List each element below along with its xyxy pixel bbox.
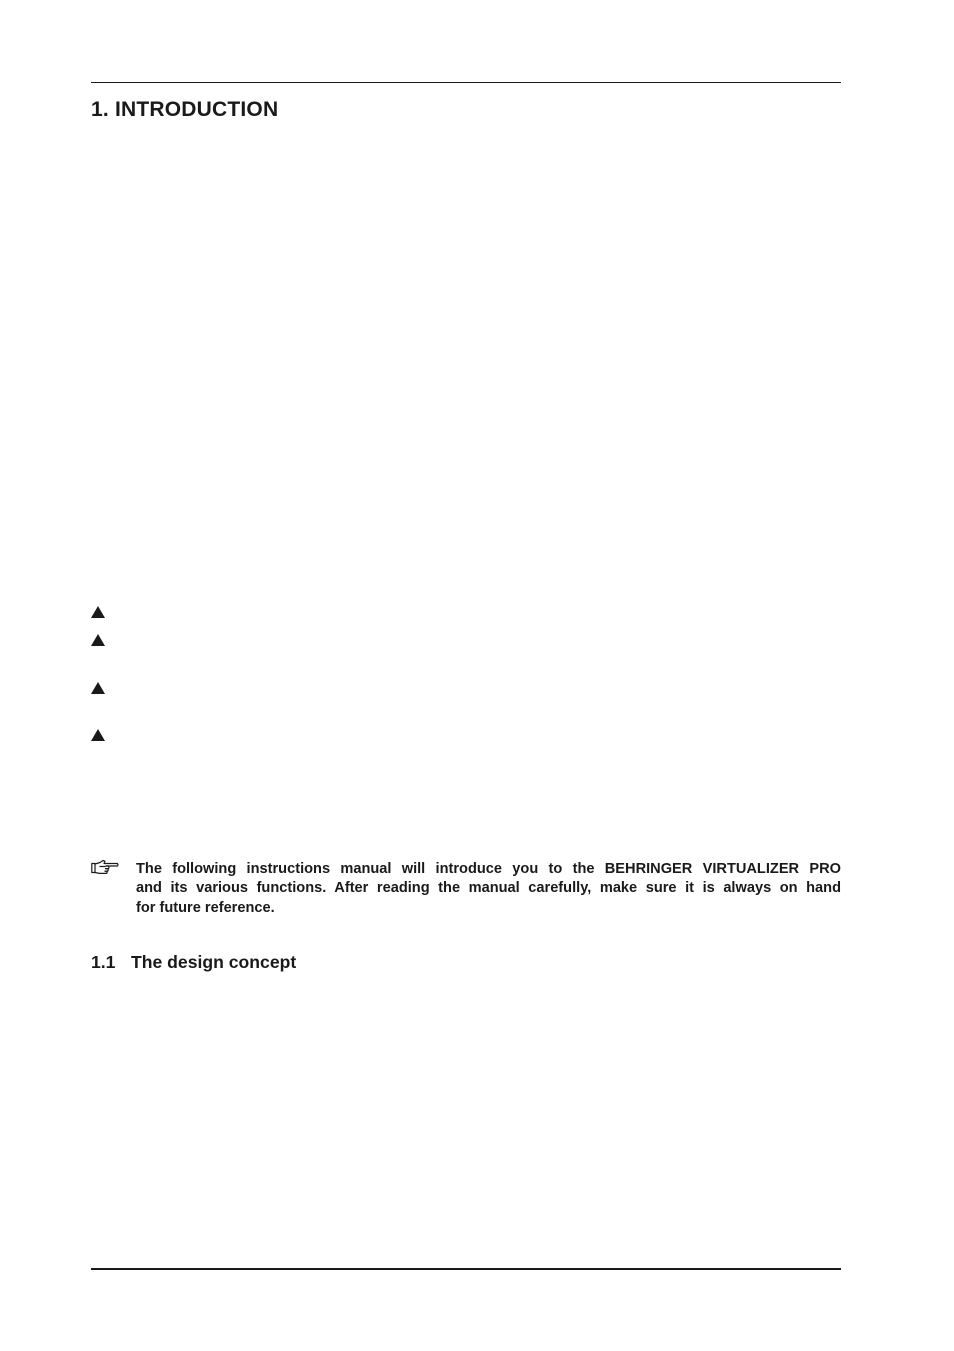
triangle-bullet-icon — [91, 634, 105, 646]
note-line: and its various functions. After reading the manual carefully, make sure it is always on hand — [136, 880, 841, 897]
header-rule — [91, 82, 841, 83]
note-line: The following instructions manual will introduce you to the BEHRINGER VIRTUALIZER PRO — [136, 861, 841, 877]
section-number: 1.1 — [91, 952, 116, 972]
section-heading — [91, 951, 296, 973]
triangle-bullet-icon — [91, 682, 105, 694]
triangle-bullet-icon — [91, 606, 105, 618]
triangle-bullet-icon — [91, 729, 105, 741]
note-line: for future reference. — [136, 899, 275, 916]
chapter-title: 1. INTRODUCTION — [91, 98, 279, 121]
section-title: The design concept — [131, 952, 297, 972]
footer-rule — [91, 1268, 841, 1270]
note-text — [136, 860, 841, 918]
pointing-hand-icon — [91, 859, 119, 877]
